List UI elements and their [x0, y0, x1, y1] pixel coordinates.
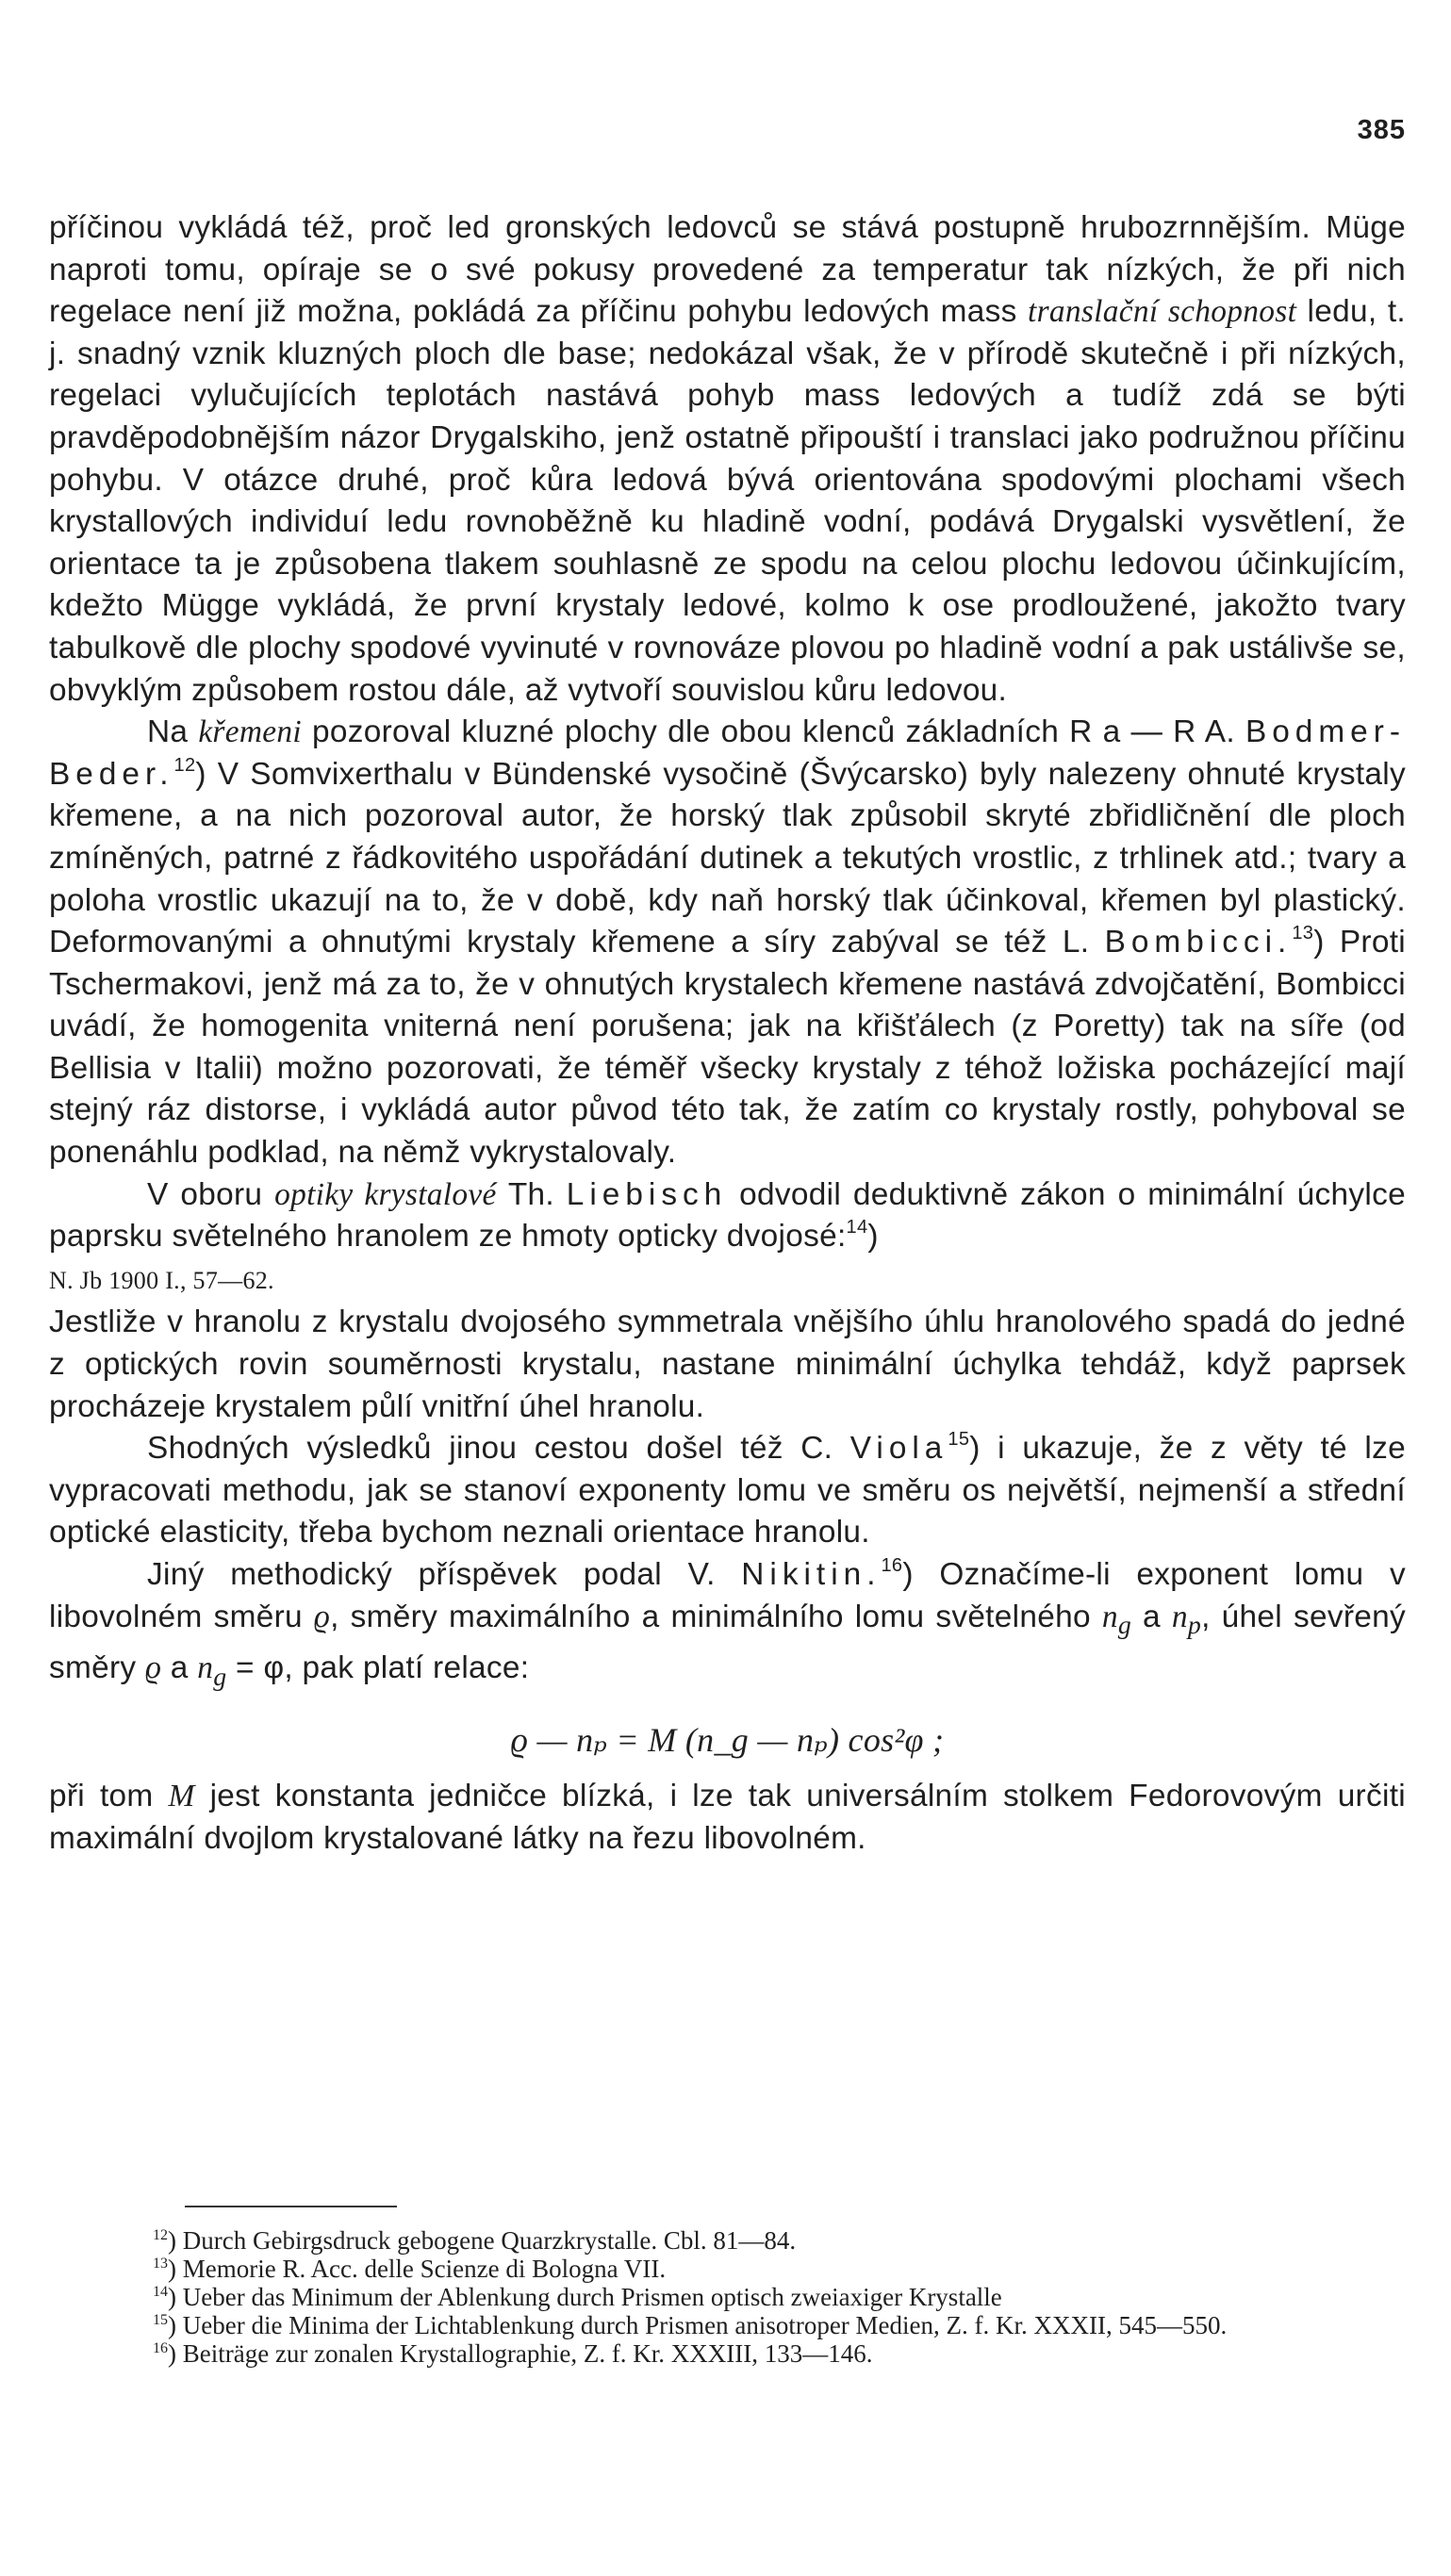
footnotes — [49, 2226, 1406, 2368]
paragraph-1: příčinou vykládá též, proč led gronských ledovců se stává postupně hrubozrnnějším. Müge naproti tomu, opíraje se o své pokusy provedené za temperatur tak nízkých, že při nich regelace není již možna, pokládá za příčinu pohybu ledových mass translační schopnost ledu, t. j. snadný vznik kluzných ploch dle base; nedokázal však, že v přírodě skutečně i při nízkých, regelaci vylučujících teplotách nastává pohyb mass ledových a tudíž zdá se býti pravděpodobnějším názor Drygalskiho, jenž ostatně připouští i translaci jako podružnou příčinu pohybu. V otázce druhé, proč kůra ledová bývá orientována spodovými plochami všech krystallových individuí ledu rovnoběžně ku hladině vodní, podává Drygalski vysvětlení, že orientace ta je způsobena tlakem souhlasně ze spodu na celou plochu ledovou účinkujícím, kdežto Mügge vykládá, že první krystaly ledové, kolmo k ose prodloužené, jakožto tvary tabulkově dle plochy spodové vyvinuté v rovnováze plovou po hladině vodní a pak ustálivše se, obvyklým způsobem rostou dále, až vytvoří souvislou kůru ledovou. — [49, 210, 1406, 708]
author-bombicci: Bombicci. — [1104, 925, 1293, 960]
footnote-divider — [185, 2206, 397, 2207]
footnote-15: $^{15}$) Ueber die Minima der Lichtablenkung durch Prismen anisotroper Medien, Z. f. Kr. XXXII, 545—550. — [153, 2311, 1228, 2339]
paragraph-4: Jestliže v hranolu z krystalu dvojosého symmetrala vnějšího úhlu hranolového spadá do jedné z optických rovin souměrnosti krystalu, nastane minimální úchylka tehdáž, když paprsek procházeje krystalem půlí vnitřní úhel hranolu. — [49, 1304, 1406, 1424]
formula: ϱ — nₚ = M (n_g — nₚ) cos²φ ; — [510, 1721, 945, 1760]
inline-reference: N. Jb 1900 I., 57—62. — [49, 1266, 274, 1294]
paragraph-6: Jiný methodický příspěvek podal V. Nikitin.$^{16}$) Označíme-li exponent lomu v libovolném směru ϱ, směry maximálního a minimálního lomu světelného $n_g$ a $n_p$, úhel sevřený směry ϱ a $n_g = \varphi$, pak platí relace: — [49, 1555, 1407, 1692]
footnote-16: $^{16}$) Beiträge zur zonalen Krystallographie, Z. f. Kr. XXXIII, 133—146. — [153, 2339, 873, 2368]
paragraph-7: při tom M jest konstanta jedničce blízká, i lze tak universálním stolkem Fedorovovým určiti maximální dvojlom krystalované látky na řezu libovolném. — [49, 1779, 1406, 1856]
author-bodmer-beder: Bodmer-Beder. — [49, 714, 1406, 792]
paragraph-5: Shodných výsledků jinou cestou došel též C. Viola$^{15}$) i ukazuje, že z věty té lze vypracovati methodu, jak se stanoví exponenty lomu ve směru os největší, nejmenší a střední optické elasticity, třeba bychom neznali orientace hranolu. — [49, 1429, 1406, 1551]
paragraph-2: Na křemeni pozoroval kluzné plochy dle obou klenců základních R a — R A. Bodmer-Beder.$^{12}$) V Somvixerthalu v Bündenské vysočině (Švýcarsko) byly nalezeny ohnuté krystaly křemene, a na nich pozoroval autor, že horský tlak způsobil skryté zbřidličnění dle ploch zmíněných, patrné z řádkovitého uspořádání dutinek a tekutých vrostlic, z trhlinek atd.; tvary a poloha vrostlic ukazují na to, že v době, kdy naň horský tlak účinkoval, křemen byl plastický. Deformovanými a ohnutými krystaly křemene a síry zabýval se též L. Bombicci.$^{13}$) Proti Tschermakovi, jenž má za to, že v ohnutých krystalech křemene nastává zdvojčatění, Bombicci uvádí, že homogenita vniterná není porušena; jak na křišťálech (z Poretty) tak na síře (od Bellisia v Italii) možno pozorovati, že téměř všecky krystaly z téhož ložiska pocházející mají stejný ráz distorse, i vykládá autor původ této tak, že zatím co krystaly rostly, pohyboval se ponenáhlu podklad, na němž vykrystalovaly. — [49, 714, 1407, 1171]
page-number: 385 — [1357, 115, 1406, 145]
author-viola: Viola — [849, 1431, 948, 1467]
main-text — [49, 207, 1406, 1860]
paragraph-3: V oboru optiky krystalové Th. Liebisch odvodil deduktivně zákon o minimální úchylce paprsku světelného hranolem ze hmoty opticky dvojosé:$^{14}$) N. Jb 1900 I., 57—62. — [49, 1176, 1406, 1294]
footnote-14: $^{14}$) Ueber das Minimum der Ablenkung durch Prismen optisch zweiaxiger Krystalle — [153, 2283, 1002, 2311]
author-nikitin: Nikitin. — [741, 1557, 882, 1592]
footnote-13: $^{13}$) Memorie R. Acc. delle Scienze di Bologna VII. — [153, 2255, 667, 2283]
footnote-12: $^{12}$) Durch Gebirgsdruck gebogene Quarzkrystalle. Cbl. 81—84. — [153, 2226, 797, 2255]
author-liebisch: Liebisch — [566, 1176, 728, 1212]
